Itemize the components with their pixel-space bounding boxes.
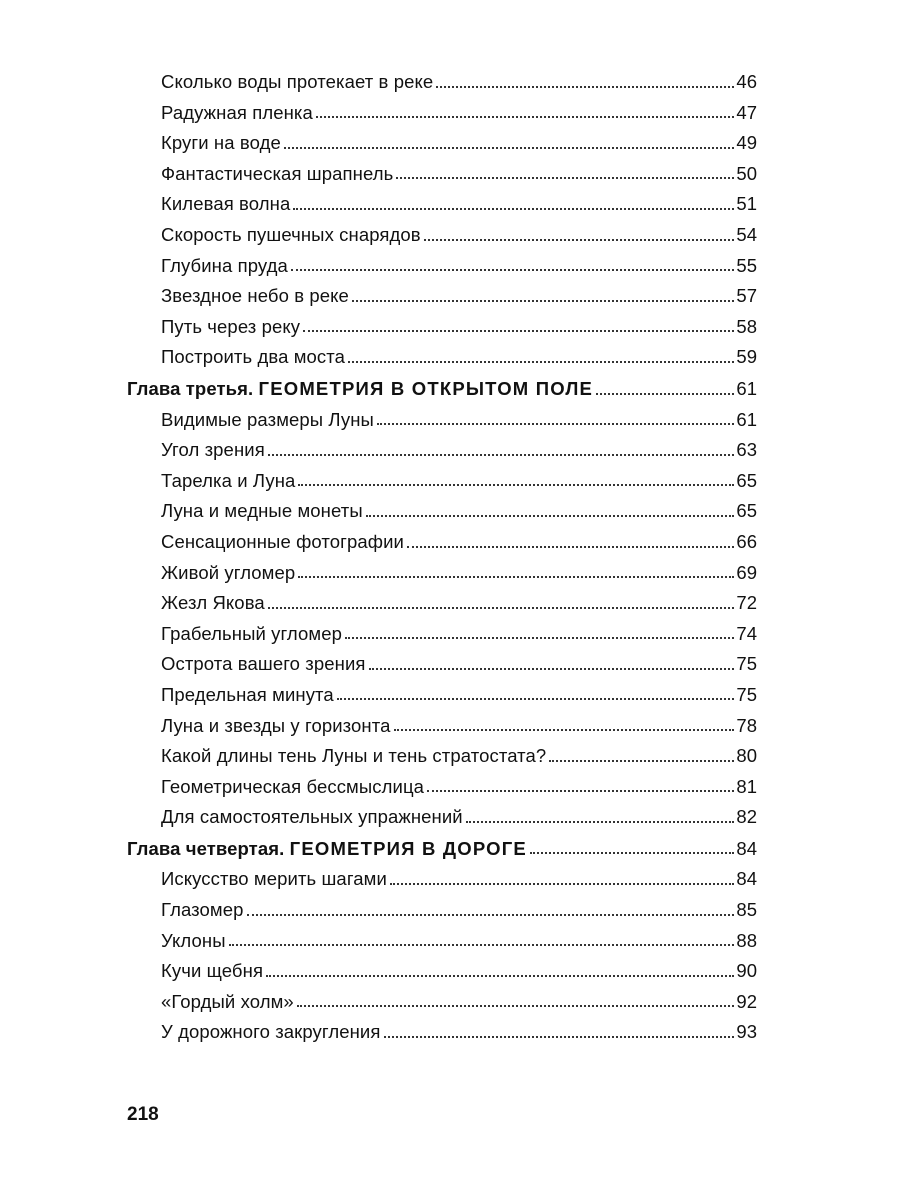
toc-entry [0, 864, 900, 895]
dot-leader [352, 300, 734, 302]
toc-entry-title: Геометрическая бессмыслица [161, 775, 425, 797]
toc-entry-title: Путь через реку [161, 315, 301, 337]
toc-entry-page: 49 [736, 132, 757, 154]
toc-entry-page: 51 [736, 193, 757, 215]
toc-entry-title: Луна и звезды у горизонта [161, 714, 391, 736]
toc-entry-page: 78 [736, 714, 757, 736]
toc-entry-page: 75 [736, 653, 757, 675]
dot-leader [436, 86, 734, 88]
toc-entry-page: 80 [736, 745, 757, 767]
toc-entry [0, 251, 900, 282]
toc-entry [0, 741, 900, 772]
toc-entry-title: Фантастическая шрапнель [161, 162, 394, 184]
toc-entry [0, 312, 900, 343]
dot-leader [298, 576, 734, 578]
toc-entry-page: 85 [736, 899, 757, 921]
toc-entry-page: 65 [736, 469, 757, 491]
toc-entry-title: Кучи щебня [161, 960, 264, 982]
toc-entry-title: «Гордый холм» [161, 990, 294, 1012]
toc-entry [0, 405, 900, 436]
dot-leader [247, 914, 735, 916]
toc-entry-page: 63 [736, 439, 757, 461]
toc-entry-title: Скорость пушечных снарядов [161, 224, 421, 246]
dot-leader [424, 239, 735, 241]
toc-entry [0, 159, 900, 190]
toc-entry-title: Круги на воде [161, 132, 281, 154]
dot-leader [427, 790, 734, 792]
dot-leader [466, 821, 735, 823]
toc-entry [0, 710, 900, 741]
toc-entry [0, 466, 900, 497]
toc-entry-title: Построить два моста [161, 346, 346, 368]
dot-leader [530, 852, 734, 854]
toc-entry-page: 82 [736, 806, 757, 828]
toc-entry-page: 47 [736, 101, 757, 123]
toc-entry-title: Острота вашего зрения [161, 653, 366, 675]
toc-entry-page: 66 [736, 530, 757, 552]
toc-entry-page: 54 [736, 224, 757, 246]
toc-entry-page: 93 [736, 1021, 757, 1043]
dot-leader [268, 607, 735, 609]
dot-leader [345, 637, 734, 639]
toc-entry-title: Для самостоятельных упражнений [161, 806, 463, 828]
toc-entry-page: 81 [736, 775, 757, 797]
toc-entry [0, 987, 900, 1018]
toc-entry [0, 772, 900, 803]
toc-chapter-page: 84 [736, 837, 757, 859]
toc-entry-title: Искусство мерить шагами [161, 868, 387, 890]
toc-entry [0, 558, 900, 589]
toc-entry-page: 84 [736, 868, 757, 890]
chapter-title [127, 377, 594, 399]
toc-entry [0, 281, 900, 312]
toc-entry-page: 69 [736, 561, 757, 583]
toc-entry-title: Угол зрения [161, 439, 265, 461]
chapter-label: Глава третья. [127, 377, 254, 399]
toc-entry-title: Грабельный угломер [161, 622, 343, 644]
toc-entry-title: У дорожного закругления [161, 1021, 381, 1043]
toc-chapter-heading [0, 374, 900, 405]
toc-entry-title: Звездное небо в реке [161, 285, 349, 307]
dot-leader [384, 1036, 735, 1038]
dot-leader [596, 393, 734, 395]
page-number: 218 [127, 1104, 159, 1125]
toc-chapter-heading [0, 834, 900, 865]
dot-leader [396, 177, 734, 179]
toc-entry-title: Живой угломер [161, 561, 296, 583]
chapter-title [127, 837, 527, 859]
toc-entry-page: 92 [736, 990, 757, 1012]
toc-entry [0, 67, 900, 98]
toc-entry-title: Предельная минута [161, 683, 334, 705]
toc-entry [0, 680, 900, 711]
toc-entry-title: Какой длины тень Луны и тень стратостата? [161, 745, 547, 767]
toc-entry-page: 59 [736, 346, 757, 368]
toc-chapter-page: 61 [736, 377, 757, 399]
toc-entry-title: Тарелка и Луна [161, 469, 296, 491]
toc-entry-title: Глубина пруда [161, 254, 288, 276]
toc-entry [0, 527, 900, 558]
dot-leader [268, 454, 735, 456]
toc-entry-page: 65 [736, 500, 757, 522]
dot-leader [297, 1005, 735, 1007]
dot-leader [293, 208, 734, 210]
dot-leader [303, 330, 734, 332]
toc-entry [0, 926, 900, 957]
toc-entry [0, 128, 900, 159]
chapter-name: ГЕОМЕТРИЯ В ОТКРЫТОМ ПОЛЕ [258, 377, 594, 399]
toc-entry-title: Глазомер [161, 899, 244, 921]
chapter-label: Глава четвертая. [127, 837, 285, 859]
toc-entry-title: Жезл Якова [161, 592, 265, 614]
toc-entry-page: 61 [736, 408, 757, 430]
toc-entry [0, 435, 900, 466]
toc-entry [0, 496, 900, 527]
toc-entry-title: Сенсационные фотографии [161, 530, 404, 552]
toc-entry [0, 189, 900, 220]
toc-entry-page: 90 [736, 960, 757, 982]
toc-entry-page: 46 [736, 71, 757, 93]
dot-leader [394, 729, 735, 731]
toc-entry [0, 1017, 900, 1048]
dot-leader [348, 361, 734, 363]
dot-leader [291, 269, 734, 271]
toc-entry-title: Луна и медные монеты [161, 500, 363, 522]
toc-entry [0, 98, 900, 129]
dot-leader [407, 546, 734, 548]
toc-entry-page: 72 [736, 592, 757, 614]
dot-leader [390, 883, 735, 885]
dot-leader [284, 147, 735, 149]
toc-entry-title: Видимые размеры Луны [161, 408, 374, 430]
dot-leader [377, 423, 734, 425]
toc-entry-page: 50 [736, 162, 757, 184]
toc-entry [0, 802, 900, 833]
toc-entry-page: 57 [736, 285, 757, 307]
toc-entry [0, 956, 900, 987]
dot-leader [337, 698, 735, 700]
toc-entry-page: 74 [736, 622, 757, 644]
toc-entry-page: 75 [736, 683, 757, 705]
dot-leader [266, 975, 734, 977]
toc-entry [0, 342, 900, 373]
dot-leader [549, 760, 734, 762]
dot-leader [298, 484, 734, 486]
dot-leader [316, 116, 735, 118]
toc-entry [0, 895, 900, 926]
dot-leader [369, 668, 735, 670]
toc-entry-title: Килевая волна [161, 193, 291, 215]
toc-entry-page: 58 [736, 315, 757, 337]
toc-entry [0, 649, 900, 680]
toc-entry-title: Сколько воды протекает в реке [161, 71, 434, 93]
toc-entry-page: 55 [736, 254, 757, 276]
dot-leader [366, 515, 735, 517]
toc-entry [0, 619, 900, 650]
toc-entry [0, 588, 900, 619]
dot-leader [229, 944, 735, 946]
toc-entry-title: Уклоны [161, 929, 226, 951]
toc-entry-page: 88 [736, 929, 757, 951]
toc-entry [0, 220, 900, 251]
table-of-contents [0, 67, 900, 1048]
toc-entry-title: Радужная пленка [161, 101, 313, 123]
chapter-name: ГЕОМЕТРИЯ В ДОРОГЕ [289, 837, 527, 859]
